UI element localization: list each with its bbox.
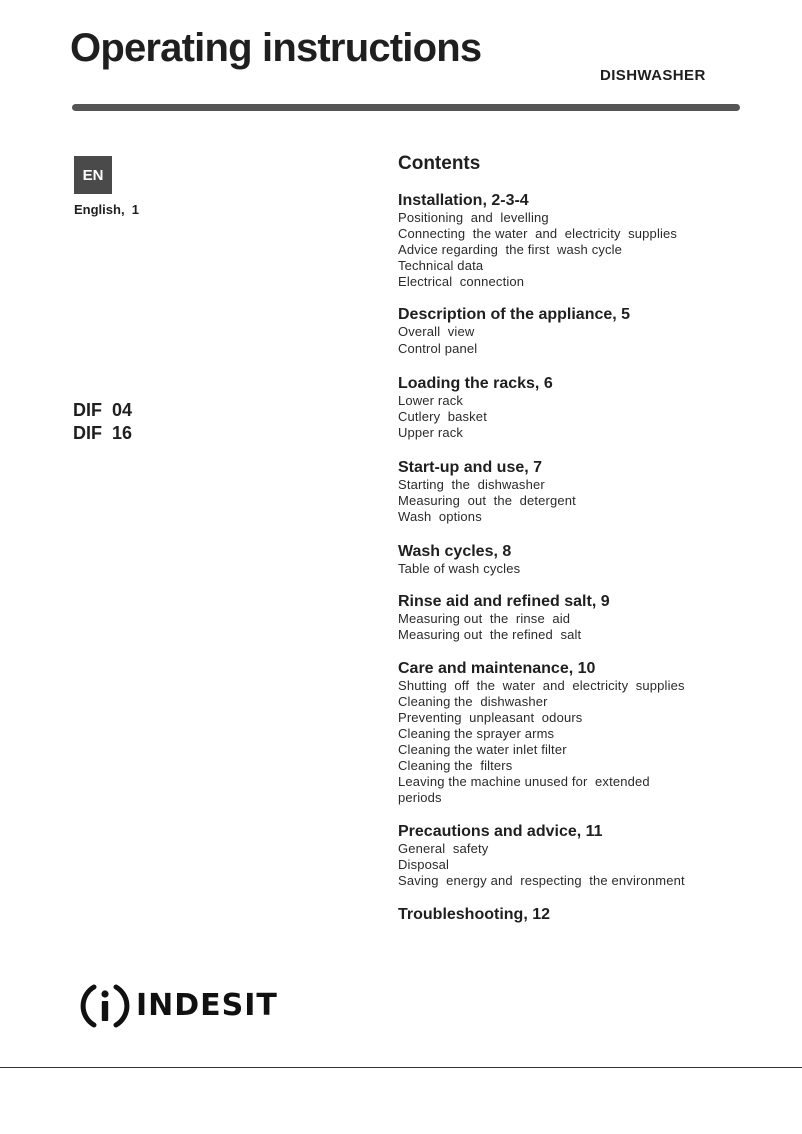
toc-item[interactable]: Electrical connection: [398, 274, 525, 290]
toc-item[interactable]: Disposal: [398, 857, 450, 873]
toc-section-wash-cycles: [398, 542, 748, 577]
section-title[interactable]: Precautions and advice, 11: [398, 823, 603, 841]
toc-item[interactable]: Advice regarding the first wash cycle: [398, 242, 623, 258]
toc-item[interactable]: Overall view: [398, 324, 475, 340]
language-page-label: English, 1: [74, 202, 140, 217]
toc-section-rinse-aid: [398, 592, 748, 643]
toc-item[interactable]: Connecting the water and electricity supplies: [398, 226, 678, 242]
section-title[interactable]: Installation, 2-3-4: [398, 192, 529, 209]
model-list: [73, 399, 132, 445]
toc-item[interactable]: Starting the dishwasher: [398, 476, 545, 492]
section-title[interactable]: Description of the appliance, 5: [398, 306, 631, 324]
table-of-contents: [398, 152, 748, 924]
toc-item[interactable]: periods: [398, 790, 442, 806]
toc-section-loading: [398, 374, 748, 441]
toc-item[interactable]: Cutlery basket: [398, 408, 487, 424]
toc-item[interactable]: Cleaning the water inlet filter: [398, 741, 567, 757]
brand-name: INDESIT: [136, 988, 278, 1023]
toc-item[interactable]: Measuring out the rinse aid: [398, 611, 571, 627]
section-title[interactable]: Start-up and use, 7: [398, 458, 543, 476]
document-title: Operating instructions: [70, 26, 482, 70]
footer-divider: [0, 1067, 802, 1068]
toc-item[interactable]: Measuring out the detergent: [398, 493, 576, 509]
model-name: DIF 16: [73, 423, 133, 443]
contents-heading: Contents: [398, 153, 481, 174]
toc-item[interactable]: Preventing unpleasant odours: [398, 709, 583, 725]
toc-item[interactable]: Cleaning the filters: [398, 757, 513, 773]
toc-item[interactable]: General safety: [398, 841, 489, 857]
toc-item[interactable]: Leaving the machine unused for extended: [398, 774, 650, 790]
model-name: DIF 04: [73, 400, 133, 420]
section-title[interactable]: Loading the racks, 6: [398, 374, 553, 392]
toc-item[interactable]: Shutting off the water and electricity supplies: [398, 677, 685, 693]
toc-section-description: [398, 305, 748, 356]
toc-item[interactable]: Technical data: [398, 258, 484, 274]
toc-section-precautions: [398, 822, 748, 889]
toc-item[interactable]: Lower rack: [398, 392, 464, 408]
section-title[interactable]: Troubleshooting, 12: [398, 905, 551, 923]
indesit-i-logo-icon: [80, 981, 130, 1031]
header-divider: [72, 104, 740, 111]
section-title[interactable]: Wash cycles, 8: [398, 543, 512, 561]
language-badge: EN: [74, 156, 112, 194]
toc-section-troubleshooting: [398, 905, 748, 924]
toc-item[interactable]: Measuring out the refined salt: [398, 627, 582, 643]
brand-logo: [80, 981, 278, 1031]
toc-item[interactable]: Saving energy and respecting the environment: [398, 873, 685, 889]
section-title[interactable]: Care and maintenance, 10: [398, 659, 596, 677]
toc-section-installation: [398, 191, 748, 290]
toc-section-care: [398, 659, 748, 807]
toc-item[interactable]: Positioning and levelling: [398, 210, 549, 225]
product-type: DISHWASHER: [600, 67, 706, 84]
toc-item[interactable]: Cleaning the dishwasher: [398, 693, 548, 709]
toc-item[interactable]: Control panel: [398, 340, 478, 356]
toc-item[interactable]: Wash options: [398, 509, 482, 525]
toc-item[interactable]: Cleaning the sprayer arms: [398, 725, 555, 741]
toc-section-startup: [398, 458, 748, 525]
toc-item[interactable]: Upper rack: [398, 424, 464, 440]
toc-item[interactable]: Table of wash cycles: [398, 561, 521, 577]
section-title[interactable]: Rinse aid and refined salt, 9: [398, 593, 610, 611]
